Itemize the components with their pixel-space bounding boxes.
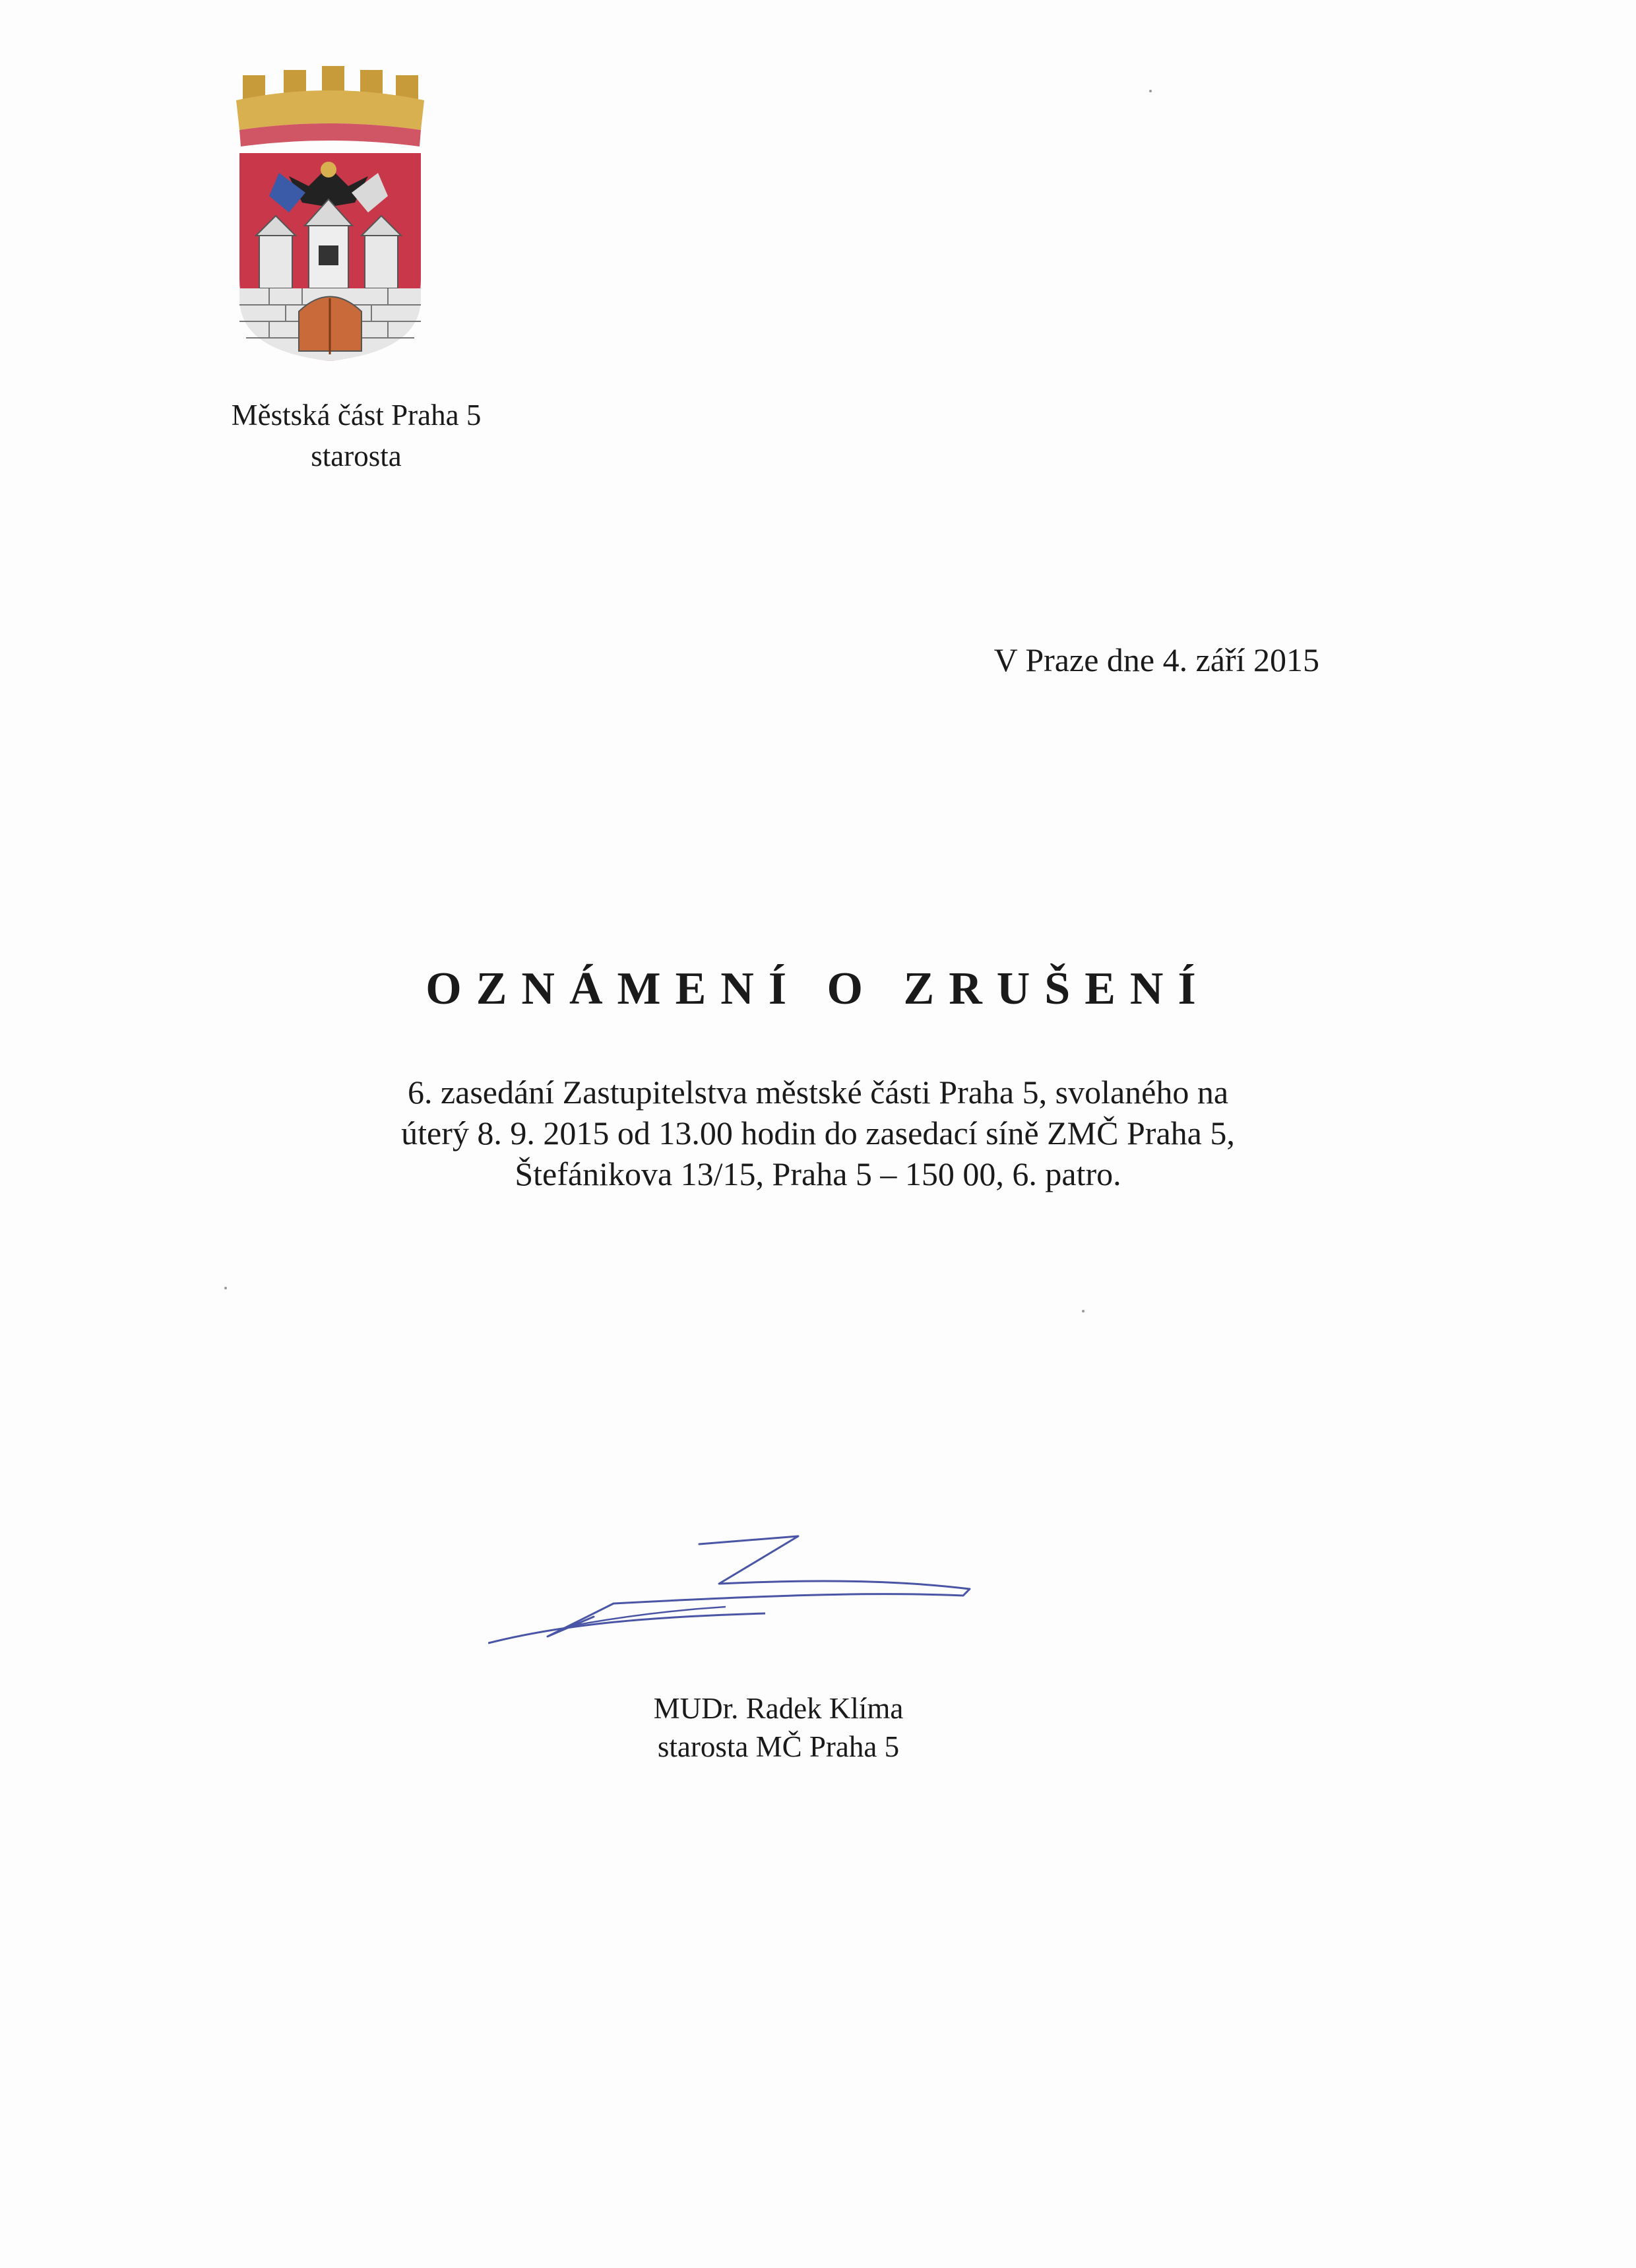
scan-speck xyxy=(1149,90,1152,92)
body-line: Štefánikova 13/15, Praha 5 – 150 00, 6. patro. xyxy=(515,1155,1121,1192)
notice-body xyxy=(277,1072,1359,1194)
gate-icon xyxy=(299,297,362,355)
signatory-position: starosta MČ Praha 5 xyxy=(657,1730,900,1763)
signatory-block xyxy=(581,1689,976,1766)
issuer-name: Městská část Praha 5 xyxy=(231,399,482,432)
issuer-role: starosta xyxy=(311,439,402,472)
body-line: úterý 8. 9. 2015 od 13.00 hodin do zasedací síně ZMČ Praha 5, xyxy=(401,1115,1235,1151)
scan-speck xyxy=(224,1287,227,1289)
document-title: OZNÁMENÍ O ZRUŠENÍ xyxy=(425,963,1211,1014)
issuer-block xyxy=(185,395,528,476)
signatory-name: MUDr. Radek Klíma xyxy=(653,1692,904,1725)
crown-icon xyxy=(236,66,424,146)
body-line: 6. zasedání Zastupitelstva městské části Praha 5, svolaného na xyxy=(407,1074,1229,1111)
handwritten-signature xyxy=(488,1518,996,1669)
scan-speck xyxy=(1082,1310,1085,1312)
date-line: V Praze dne 4. září 2015 xyxy=(993,641,1319,678)
coat-of-arms-emblem xyxy=(223,61,434,364)
